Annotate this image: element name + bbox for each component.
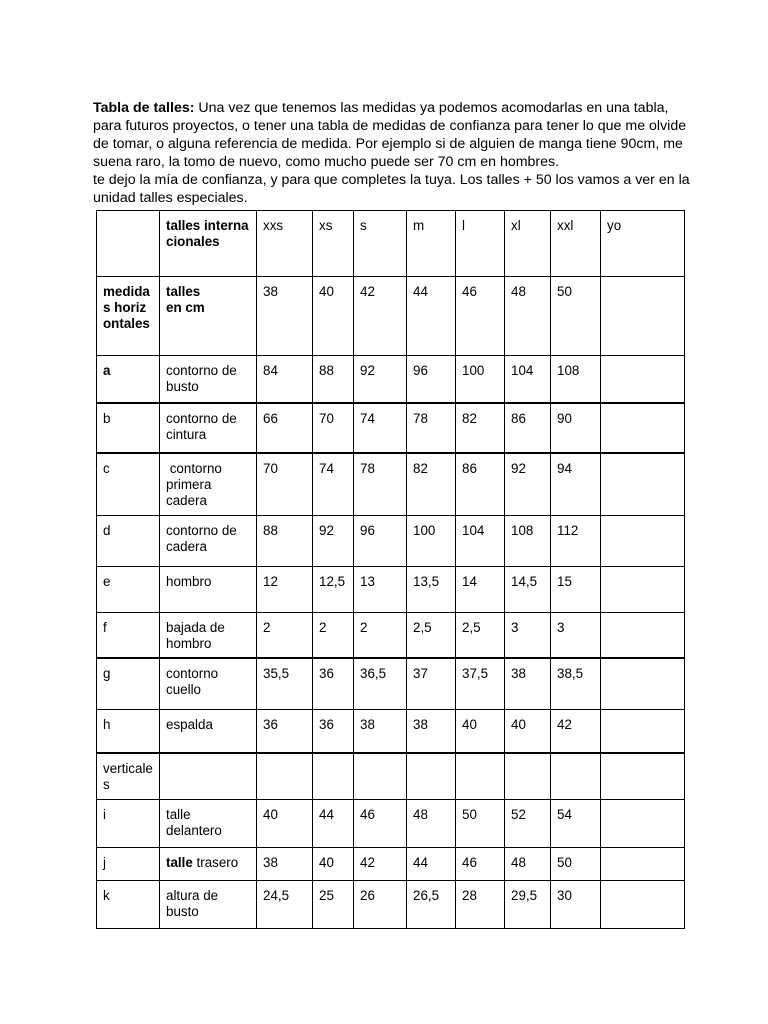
table-row (97, 848, 685, 881)
value-cell: 38 (257, 848, 313, 881)
value-cell: 86 (456, 453, 505, 516)
value-cell (601, 881, 685, 929)
intro-lead: Tabla de talles: (93, 100, 195, 117)
value-cell: 15 (551, 567, 601, 613)
cm-cell: 38 (257, 277, 313, 356)
value-cell: 2,5 (407, 613, 456, 659)
value-cell (601, 567, 685, 613)
row-label: contorno primera cadera (160, 453, 257, 516)
cm-cell: 44 (407, 277, 456, 356)
value-cell: 108 (551, 356, 601, 404)
value-cell: 86 (505, 403, 551, 453)
value-cell: 54 (551, 800, 601, 848)
value-cell: 82 (456, 403, 505, 453)
cm-cell: 46 (456, 277, 505, 356)
value-cell: 96 (407, 356, 456, 404)
row-label-text: altura de busto (166, 888, 219, 919)
value-cell: 13 (354, 567, 407, 613)
table-row (97, 881, 685, 929)
value-cell: 90 (551, 403, 601, 453)
value-cell: 40 (313, 848, 354, 881)
row-label: contorno de busto (160, 356, 257, 404)
value-cell: 24,5 (257, 881, 313, 929)
value-cell: 74 (354, 403, 407, 453)
value-cell (601, 403, 685, 453)
empty-cell (505, 753, 551, 800)
value-cell: 12 (257, 567, 313, 613)
value-cell: 112 (551, 516, 601, 567)
empty-cell (456, 753, 505, 800)
value-cell: 88 (313, 356, 354, 404)
row-label: espalda (160, 710, 257, 754)
size-header-cell: l (456, 211, 505, 277)
row-letter: g (97, 658, 160, 710)
value-cell: 2 (257, 613, 313, 659)
value-cell: 104 (456, 516, 505, 567)
value-cell: 26 (354, 881, 407, 929)
size-header-cell: s (354, 211, 407, 277)
value-cell: 100 (407, 516, 456, 567)
intro-text: Una vez que tenemos las medidas ya podemos acomodarlas en una tabla, para futuros proyectos, o tener una tabla de medidas de confianza para tener lo que me olvide de tomar, o alguna referencia de medida. Por ejemplo si de alguien de manga tiene 90cm, me suena raro, la tomo de nuevo, como mucho puede ser 70 cm en hombres. te dejo la mía de confianza, y para que completes la tuya. Los talles + 50 los vamos a ver en la unidad talles especiales. (93, 100, 690, 206)
value-cell: 104 (505, 356, 551, 404)
value-cell: 38 (407, 710, 456, 754)
value-cell: 40 (257, 800, 313, 848)
value-cell (601, 613, 685, 659)
row-letter: a (97, 356, 160, 404)
value-cell: 70 (257, 453, 313, 516)
value-cell: 3 (505, 613, 551, 659)
value-cell: 92 (505, 453, 551, 516)
size-header-cell: xxs (257, 211, 313, 277)
row-label: hombro (160, 567, 257, 613)
value-cell: 66 (257, 403, 313, 453)
value-cell: 50 (456, 800, 505, 848)
value-cell: 25 (313, 881, 354, 929)
value-cell: 12,5 (313, 567, 354, 613)
row-label-bold: talle (166, 855, 193, 870)
value-cell: 38,5 (551, 658, 601, 710)
value-cell: 78 (407, 403, 456, 453)
intro-paragraph (93, 100, 693, 207)
value-cell: 94 (551, 453, 601, 516)
cm-cell: 48 (505, 277, 551, 356)
row-letter: f (97, 613, 160, 659)
section-row-verticales (97, 753, 685, 800)
row-label (160, 881, 257, 929)
table-row (97, 516, 685, 567)
value-cell: 40 (456, 710, 505, 754)
row-letter: d (97, 516, 160, 567)
empty-cell (407, 753, 456, 800)
empty-cell (160, 753, 257, 800)
table-row (97, 613, 685, 659)
table-row (97, 403, 685, 453)
value-cell (601, 710, 685, 754)
size-header-cell: m (407, 211, 456, 277)
value-cell: 3 (551, 613, 601, 659)
row-label (160, 800, 257, 848)
row-letter: e (97, 567, 160, 613)
cm-row (97, 277, 685, 356)
empty-cell (601, 753, 685, 800)
table-row (97, 453, 685, 516)
value-cell: 46 (456, 848, 505, 881)
section-label-horizontal: medidas horizontales (97, 277, 160, 356)
value-cell: 50 (551, 848, 601, 881)
value-cell (601, 658, 685, 710)
value-cell: 37,5 (456, 658, 505, 710)
empty-cell (551, 753, 601, 800)
empty-cell (313, 753, 354, 800)
row-letter: b (97, 403, 160, 453)
value-cell: 100 (456, 356, 505, 404)
size-header-cell: xl (505, 211, 551, 277)
value-cell: 36 (313, 658, 354, 710)
value-cell: 88 (257, 516, 313, 567)
value-cell: 74 (313, 453, 354, 516)
value-cell: 13,5 (407, 567, 456, 613)
value-cell: 36 (313, 710, 354, 754)
value-cell: 70 (313, 403, 354, 453)
row-label: contorno de cintura (160, 403, 257, 453)
value-cell: 96 (354, 516, 407, 567)
value-cell: 36,5 (354, 658, 407, 710)
value-cell: 42 (551, 710, 601, 754)
value-cell: 92 (313, 516, 354, 567)
cm-cell: 50 (551, 277, 601, 356)
value-cell (601, 516, 685, 567)
row-label: contorno de cadera (160, 516, 257, 567)
size-header-cell: xxl (551, 211, 601, 277)
header-corner-cell (97, 211, 160, 277)
value-cell: 2,5 (456, 613, 505, 659)
row-label: bajada de hombro (160, 613, 257, 659)
row-letter: j (97, 848, 160, 881)
value-cell: 26,5 (407, 881, 456, 929)
value-cell: 14 (456, 567, 505, 613)
value-cell: 2 (313, 613, 354, 659)
row-label-text: trasero (192, 855, 239, 870)
empty-cell (354, 753, 407, 800)
size-chart-body (97, 211, 685, 929)
value-cell: 36 (257, 710, 313, 754)
header-label-cell: talles internacionales (160, 211, 257, 277)
size-chart-table (96, 210, 685, 929)
row-letter: k (97, 881, 160, 929)
value-cell: 37 (407, 658, 456, 710)
value-cell: 40 (505, 710, 551, 754)
section-label-vertical: verticales (97, 753, 160, 800)
empty-cell (257, 753, 313, 800)
value-cell (601, 453, 685, 516)
size-header-cell: xs (313, 211, 354, 277)
cm-cell: 42 (354, 277, 407, 356)
value-cell: 29,5 (505, 881, 551, 929)
row-letter: i (97, 800, 160, 848)
cm-cell (601, 277, 685, 356)
value-cell: 84 (257, 356, 313, 404)
value-cell: 92 (354, 356, 407, 404)
size-header-cell: yo (601, 211, 685, 277)
table-row (97, 567, 685, 613)
value-cell (601, 800, 685, 848)
cm-cell: 40 (313, 277, 354, 356)
table-row (97, 800, 685, 848)
row-label (160, 848, 257, 881)
value-cell: 42 (354, 848, 407, 881)
value-cell: 52 (505, 800, 551, 848)
value-cell: 108 (505, 516, 551, 567)
value-cell: 14,5 (505, 567, 551, 613)
row-label: contorno cuello (160, 658, 257, 710)
value-cell: 30 (551, 881, 601, 929)
row-letter: h (97, 710, 160, 754)
value-cell: 78 (354, 453, 407, 516)
value-cell: 28 (456, 881, 505, 929)
value-cell: 44 (313, 800, 354, 848)
value-cell: 46 (354, 800, 407, 848)
value-cell (601, 356, 685, 404)
cm-row-label: talles en cm (160, 277, 257, 356)
table-row (97, 710, 685, 754)
value-cell (601, 848, 685, 881)
value-cell: 2 (354, 613, 407, 659)
value-cell: 48 (407, 800, 456, 848)
value-cell: 38 (505, 658, 551, 710)
value-cell: 44 (407, 848, 456, 881)
value-cell: 48 (505, 848, 551, 881)
table-row (97, 356, 685, 404)
header-row (97, 211, 685, 277)
table-row (97, 658, 685, 710)
row-letter: c (97, 453, 160, 516)
row-label-text: talle delantero (166, 807, 222, 838)
value-cell: 82 (407, 453, 456, 516)
value-cell: 35,5 (257, 658, 313, 710)
value-cell: 38 (354, 710, 407, 754)
